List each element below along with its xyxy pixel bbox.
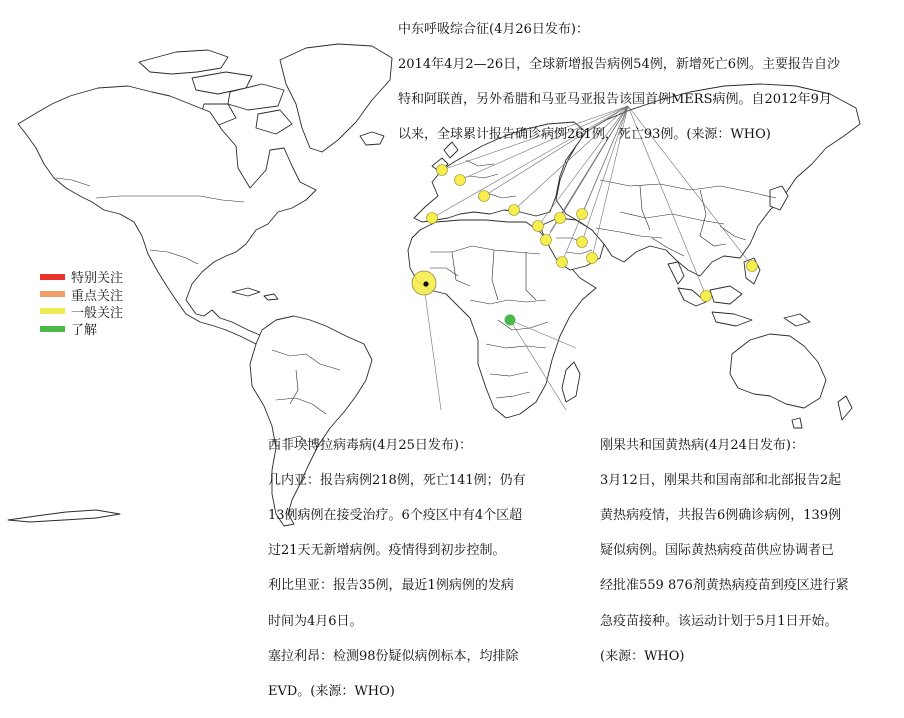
legend-label: 重点关注 <box>71 288 124 304</box>
yellow-fever-text-line: 疑似病例。国际黄热病疫苗供应协调者已 <box>600 543 835 559</box>
ebola-title: 西非埃博拉病毒病(4月25日发布)： <box>268 437 472 453</box>
ebola-text-line: 过21天无新增病例。疫情得到初步控制。 <box>268 543 506 559</box>
mers-marker <box>747 261 758 272</box>
australia <box>730 334 826 408</box>
ebola-text-line: 时间为4月6日。 <box>268 613 363 629</box>
legend-item <box>40 320 123 337</box>
yellow-fever-text-line: 黄热病疫情，共报告6例确诊病例，139例 <box>600 507 842 523</box>
iceland <box>360 132 384 145</box>
mers-marker <box>427 213 438 224</box>
yellow-fever-text-line: (来源：WHO) <box>600 648 685 664</box>
ebola-marker <box>412 271 436 295</box>
ebola-text-line: 13例病例在接受治疗。6个疫区中有4个区超 <box>268 507 523 523</box>
mers-marker <box>533 221 544 232</box>
mers-title: 中东呼吸综合征(4月26日发布)： <box>398 21 589 37</box>
ebola-text-line: EVD。(来源：WHO) <box>268 683 395 699</box>
congo-yellow-fever-marker <box>505 315 516 326</box>
legend-swatch <box>40 326 65 332</box>
mers-marker <box>577 237 588 248</box>
ebola-text-line: 利比里亚：报告35例，最近1例病例的发病 <box>268 578 514 594</box>
legend-swatch <box>40 274 65 280</box>
ebola-text-line: 几内亚：报告病例218例，死亡141例；仍有 <box>268 472 526 488</box>
legend-item <box>40 285 123 302</box>
ebola-text-line: 塞拉利昂：检测98份疑似病例标本，均排除 <box>268 648 519 664</box>
yellow-fever-text-line: 3月12日，刚果共和国南部和北部报告2起 <box>600 472 842 488</box>
mers-marker <box>509 205 520 216</box>
legend-item <box>40 268 123 285</box>
yellow-fever-annotation <box>600 419 900 683</box>
mers-text-line: 特和阿联酋，另外希腊和马亚马亚报告该国首例MERS病例。自2012年9月 <box>398 91 832 107</box>
mers-marker <box>577 209 588 220</box>
mers-marker <box>555 213 566 224</box>
legend-label: 一般关注 <box>71 305 124 321</box>
mers-marker <box>701 291 712 302</box>
mers-marker <box>437 165 448 176</box>
yellow-fever-text-line: 急疫苗接种。该运动计划于5月1日开始。 <box>600 613 838 629</box>
mers-text-line: 以来，全球累计报告确诊病例261例，死亡93例。(来源：WHO) <box>398 127 771 143</box>
legend <box>40 268 123 338</box>
yellow-fever-title: 刚果共和国黄热病(4月24日发布)： <box>600 437 804 453</box>
legend-label: 了解 <box>71 323 98 339</box>
mers-marker <box>541 235 552 246</box>
mers-annotation <box>398 3 898 161</box>
legend-label: 特别关注 <box>71 271 124 287</box>
mers-marker <box>479 191 490 202</box>
legend-item <box>40 303 123 320</box>
yellow-fever-text-line: 经批准559 876剂黄热病疫苗到疫区进行紧 <box>600 578 849 594</box>
legend-swatch <box>40 308 65 314</box>
mers-marker <box>587 253 598 264</box>
mers-text-line: 2014年4月2—26日，全球新增报告病例54例，新增死亡6例。主要报告自沙 <box>398 56 840 72</box>
mers-marker <box>455 175 466 186</box>
mers-marker <box>557 257 568 268</box>
ebola-annotation <box>268 419 588 718</box>
ebola-leader-line <box>424 286 441 410</box>
legend-swatch <box>40 291 65 297</box>
